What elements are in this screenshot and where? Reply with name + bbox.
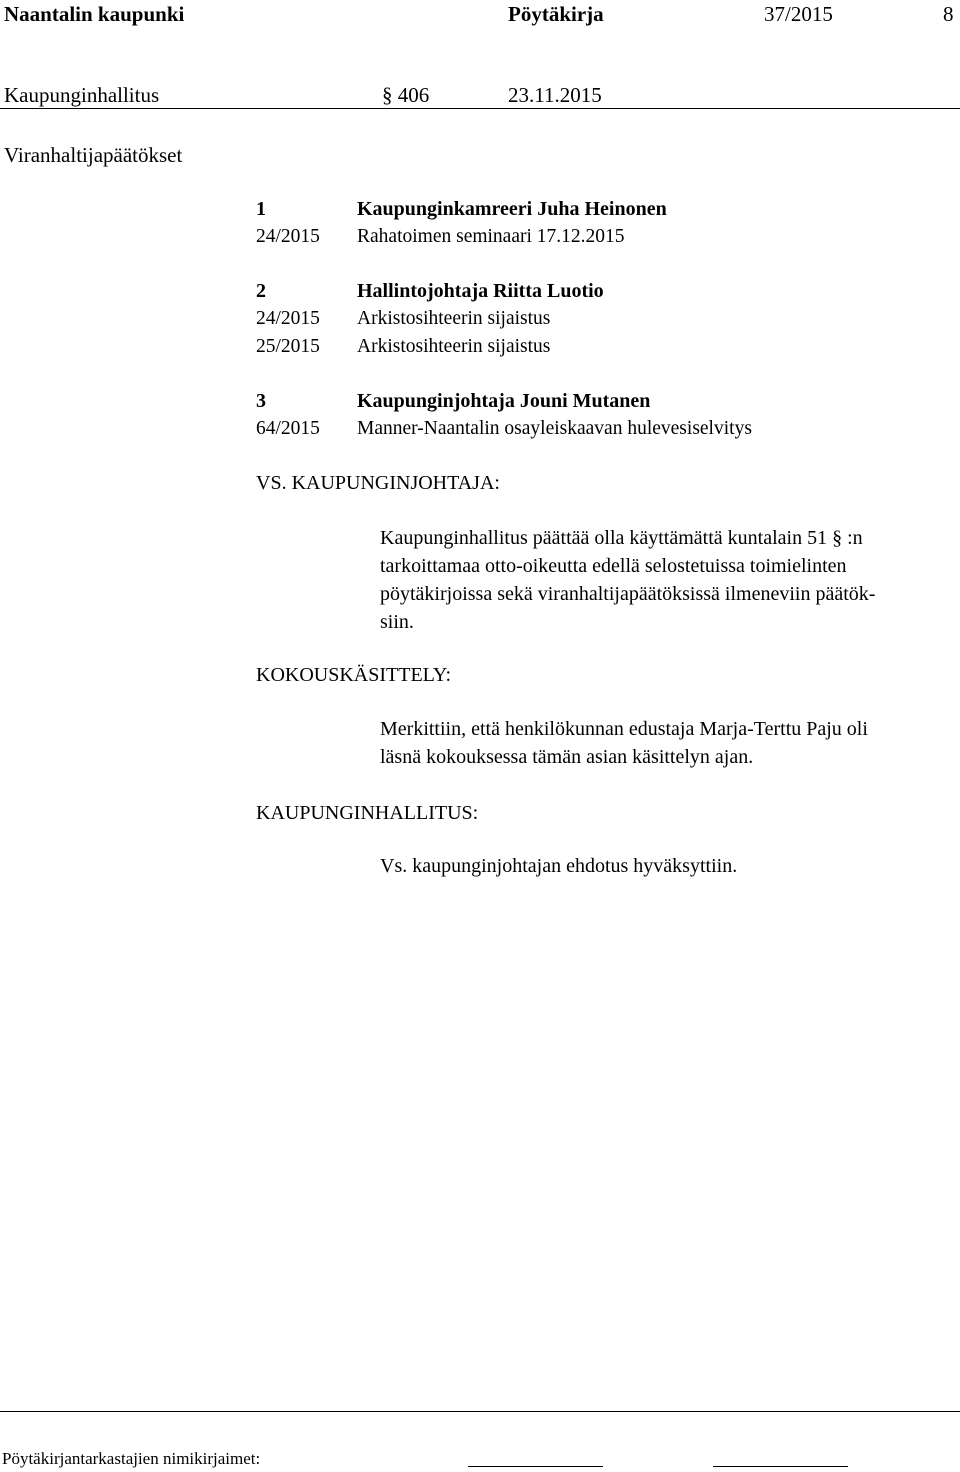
decision-id: 64/2015 bbox=[256, 418, 320, 439]
proposal-text bbox=[380, 524, 955, 636]
decision-title: Manner-Naantalin osayleiskaavan hulevesiselvitys bbox=[357, 418, 752, 439]
document-type: Pöytäkirja bbox=[508, 2, 604, 26]
signatures-label: Pöytäkirjantarkastajien nimikirjaimet: bbox=[2, 1449, 261, 1468]
meeting-body: Kaupunginhallitus bbox=[4, 83, 160, 107]
meeting-handling-line: läsnä kokouksessa tämän asian käsittelyn ajan. bbox=[380, 746, 754, 768]
decision-title: Arkistosihteerin sijaistus bbox=[357, 336, 551, 357]
meeting-date: 23.11.2015 bbox=[508, 83, 602, 107]
decision-id: 25/2015 bbox=[256, 336, 320, 357]
group-number: 2 bbox=[256, 280, 266, 302]
section-title: Viranhaltijapäätökset bbox=[4, 143, 183, 167]
proposal-line: pöytäkirjoissa sekä viranhaltijapäätöksissä ilmeneviin päätök- bbox=[380, 583, 876, 605]
document-number: 37/2015 bbox=[764, 2, 833, 26]
meeting-handling-text bbox=[380, 715, 955, 771]
page-number: 8 bbox=[943, 2, 954, 26]
proposal-line: siin. bbox=[380, 611, 414, 633]
municipality-name: Naantalin kaupunki bbox=[4, 2, 185, 26]
decision-text: Vs. kaupunginjohtajan ehdotus hyväksyttiin. bbox=[380, 855, 738, 877]
decision-id: 24/2015 bbox=[256, 308, 320, 329]
meeting-handling-line: Merkittiin, että henkilökunnan edustaja Marja-Terttu Paju oli bbox=[380, 718, 868, 740]
group-number: 3 bbox=[256, 390, 266, 412]
decision-id: 24/2015 bbox=[256, 226, 320, 247]
decision-label: KAUPUNGINHALLITUS: bbox=[256, 802, 479, 824]
official-name: Kaupunginkamreeri Juha Heinonen bbox=[357, 198, 667, 220]
official-name: Hallintojohtaja Riitta Luotio bbox=[357, 280, 604, 302]
footer-rule bbox=[0, 1411, 960, 1412]
proposal-label: VS. KAUPUNGINJOHTAJA: bbox=[256, 472, 500, 494]
group-number: 1 bbox=[256, 198, 266, 220]
decision-title: Rahatoimen seminaari 17.12.2015 bbox=[357, 226, 625, 247]
proposal-line: tarkoittamaa otto-oikeutta edellä selostetuissa toimielinten bbox=[380, 555, 847, 577]
decision-title: Arkistosihteerin sijaistus bbox=[357, 308, 551, 329]
official-name: Kaupunginjohtaja Jouni Mutanen bbox=[357, 390, 651, 412]
header-rule bbox=[0, 108, 960, 109]
signature-line bbox=[468, 1466, 603, 1467]
signature-line bbox=[713, 1466, 848, 1467]
meeting-handling-label: KOKOUSKÄSITTELY: bbox=[256, 664, 452, 686]
section-number: § 406 bbox=[382, 83, 430, 107]
proposal-line: Kaupunginhallitus päättää olla käyttämättä kuntalain 51 § :n bbox=[380, 527, 863, 549]
